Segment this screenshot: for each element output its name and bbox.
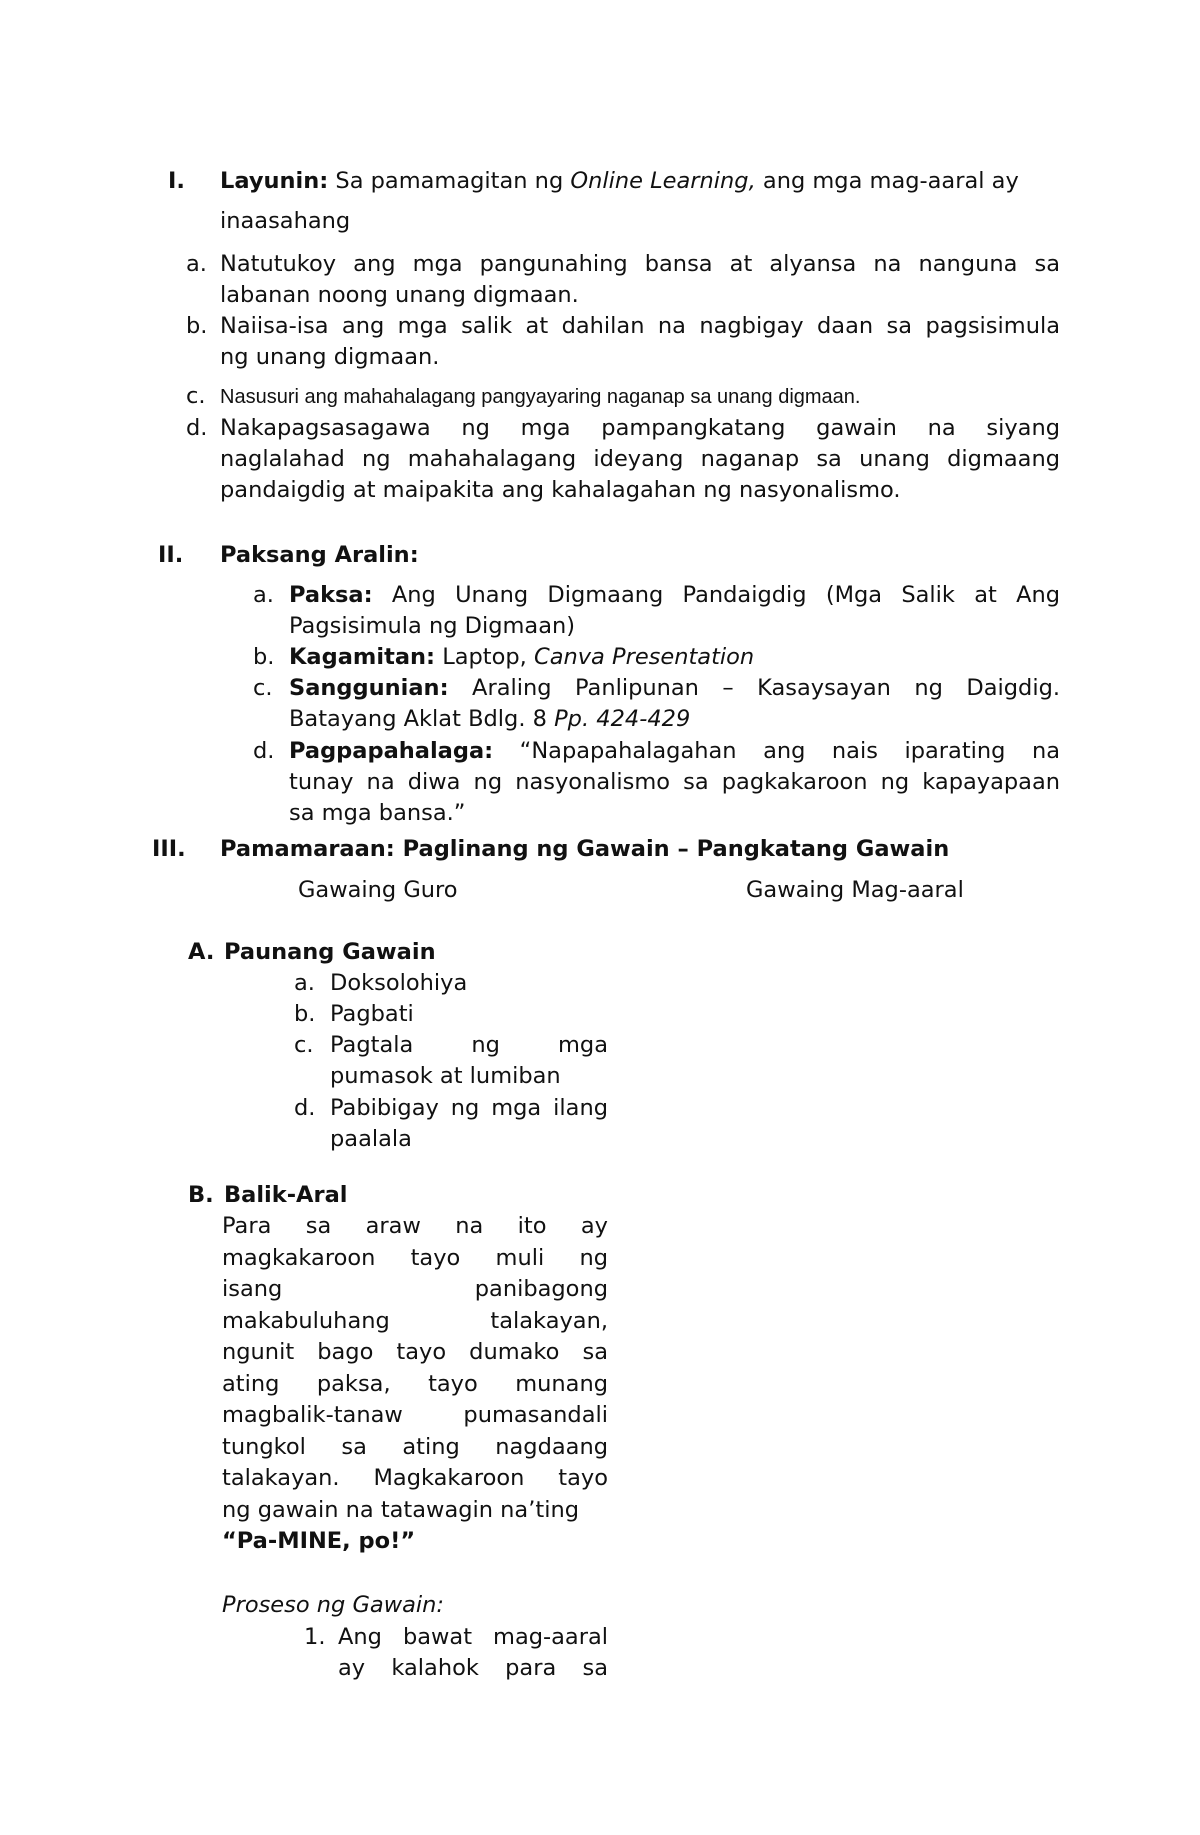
part-b-title: Balik-Aral <box>224 1182 348 1208</box>
part-a-item-c-line1: Pagtala ng mga <box>330 1032 608 1058</box>
column-student-heading: Gawaing Mag-aaral <box>746 877 964 903</box>
step-1-number: 1. <box>304 1624 326 1650</box>
paragraph-line-2: magkakaroon tayo muli ng <box>222 1245 608 1271</box>
paragraph-line-10: ng gawain na tatawagin na’ting <box>222 1497 579 1523</box>
objective-b-line1: Naiisa-isa ang mga salik at dahilan na nagbigay daan sa pagsisimula <box>220 313 1060 339</box>
part-a-item-d-line1: Pabibigay ng mga ilang <box>330 1095 608 1121</box>
part-b-letter: B. <box>188 1182 214 1208</box>
activity-name: “Pa-MINE, po!” <box>222 1528 416 1554</box>
topic-c-text: Araling Panlipunan – Kasaysayan ng Daigdig. <box>472 675 1061 701</box>
topic-c-line1 <box>289 673 1060 705</box>
topic-d-line2: tunay na diwa ng nasyonalismo sa pagkakaroon ng kapayapaan <box>289 769 1060 795</box>
paragraph-line-3: isang panibagong <box>222 1276 608 1302</box>
topic-d-letter: d. <box>253 738 275 764</box>
section-2-title: Paksang Aralin: <box>220 542 419 568</box>
objective-d-letter: d. <box>186 415 208 441</box>
topic-d-text: “Napapahalagahan ang nais iparating na <box>519 738 1060 764</box>
topic-b-letter: b. <box>253 644 275 670</box>
objective-a-line1: Natutukoy ang mga pangunahing bansa at alyansa na nanguna sa <box>220 251 1060 277</box>
paragraph-line-7: magbalik-tanaw pumasandali <box>222 1402 608 1428</box>
objective-b-line2: ng unang digmaan. <box>220 344 440 370</box>
section-1-text-before: Sa pamamagitan ng <box>335 168 564 194</box>
section-1-numeral: I. <box>168 168 185 194</box>
topic-c-line2-italic: Pp. 424-429 <box>554 706 691 732</box>
section-3-numeral: III. <box>152 836 186 862</box>
section-3-title: Pamamaraan: Paglinang ng Gawain – Pangkatang Gawain <box>220 836 950 862</box>
topic-d-line1 <box>289 736 1060 768</box>
paragraph-line-9: talakayan. Magkakaroon tayo <box>222 1465 608 1491</box>
topic-c-letter: c. <box>253 675 273 701</box>
part-a-item-a-letter: a. <box>294 970 315 996</box>
topic-a-line2: Pagsisimula ng Digmaan) <box>289 613 576 639</box>
section-1-label: Layunin: <box>220 168 329 194</box>
topic-b-label: Kagamitan: <box>289 644 436 670</box>
topic-d-label: Pagpapahalaga: <box>289 738 494 764</box>
topic-c-line2 <box>289 704 690 736</box>
topic-d-line3: sa mga bansa.” <box>289 800 466 826</box>
step-1-line2: ay kalahok para sa <box>338 1655 608 1681</box>
paragraph-line-1: Para sa araw na ito ay <box>222 1213 608 1239</box>
part-a-item-d-letter: d. <box>294 1095 316 1121</box>
objective-c-line1: Nasusuri ang mahahalagang pangyayaring naganap sa unang digmaan. <box>220 386 861 408</box>
part-a-title: Paunang Gawain <box>224 939 436 965</box>
section-1-line2: inaasahang <box>220 208 351 234</box>
section-1-text-after: ang mga mag-aaral ay <box>762 168 1019 194</box>
objective-d-line1: Nakapagsasagawa ng mga pampangkatang gawain na siyang <box>220 415 1060 441</box>
topic-b-text: Laptop, <box>442 644 527 670</box>
objective-a-line2: labanan noong unang digmaan. <box>220 282 579 308</box>
objective-d-line2: naglalahad ng mahahalagang ideyang naganap sa unang digmaang <box>220 446 1060 472</box>
part-a-item-c-letter: c. <box>294 1032 314 1058</box>
objective-c-letter: c. <box>186 383 206 409</box>
topic-b-line1 <box>289 642 754 674</box>
part-a-letter: A. <box>188 939 215 965</box>
topic-c-label: Sanggunian: <box>289 675 449 701</box>
topic-a-text: Ang Unang Digmaang Pandaigdig (Mga Salik at Ang <box>391 582 1060 608</box>
process-label: Proseso ng Gawain: <box>222 1592 444 1618</box>
part-a-item-d-line2: paalala <box>330 1126 412 1152</box>
topic-a-label: Paksa: <box>289 582 373 608</box>
column-teacher-heading: Gawaing Guro <box>298 877 458 903</box>
topic-a-line1 <box>289 580 1060 612</box>
step-1-line1: Ang bawat mag-aaral <box>338 1624 608 1650</box>
part-a-item-b-text: Pagbati <box>330 1001 414 1027</box>
objective-a-letter: a. <box>186 251 207 277</box>
section-1-text-italic: Online Learning, <box>570 168 756 194</box>
paragraph-line-5: ngunit bago tayo dumako sa <box>222 1339 608 1365</box>
part-a-item-b-letter: b. <box>294 1001 316 1027</box>
part-a-item-a-text: Doksolohiya <box>330 970 468 996</box>
topic-a-letter: a. <box>253 582 274 608</box>
objective-b-letter: b. <box>186 313 208 339</box>
part-a-item-c-line2: pumasok at lumiban <box>330 1063 561 1089</box>
paragraph-line-6: ating paksa, tayo munang <box>222 1371 608 1397</box>
section-1-heading <box>220 166 1019 198</box>
objective-d-line3: pandaigdig at maipakita ang kahalagahan ng nasyonalismo. <box>220 477 901 503</box>
section-2-numeral: II. <box>158 542 184 568</box>
topic-b-italic: Canva Presentation <box>533 644 755 670</box>
topic-c-line2-text: Batayang Aklat Bdlg. 8 <box>289 706 547 732</box>
paragraph-line-8: tungkol sa ating nagdaang <box>222 1434 608 1460</box>
paragraph-line-4: makabuluhang talakayan, <box>222 1308 608 1334</box>
